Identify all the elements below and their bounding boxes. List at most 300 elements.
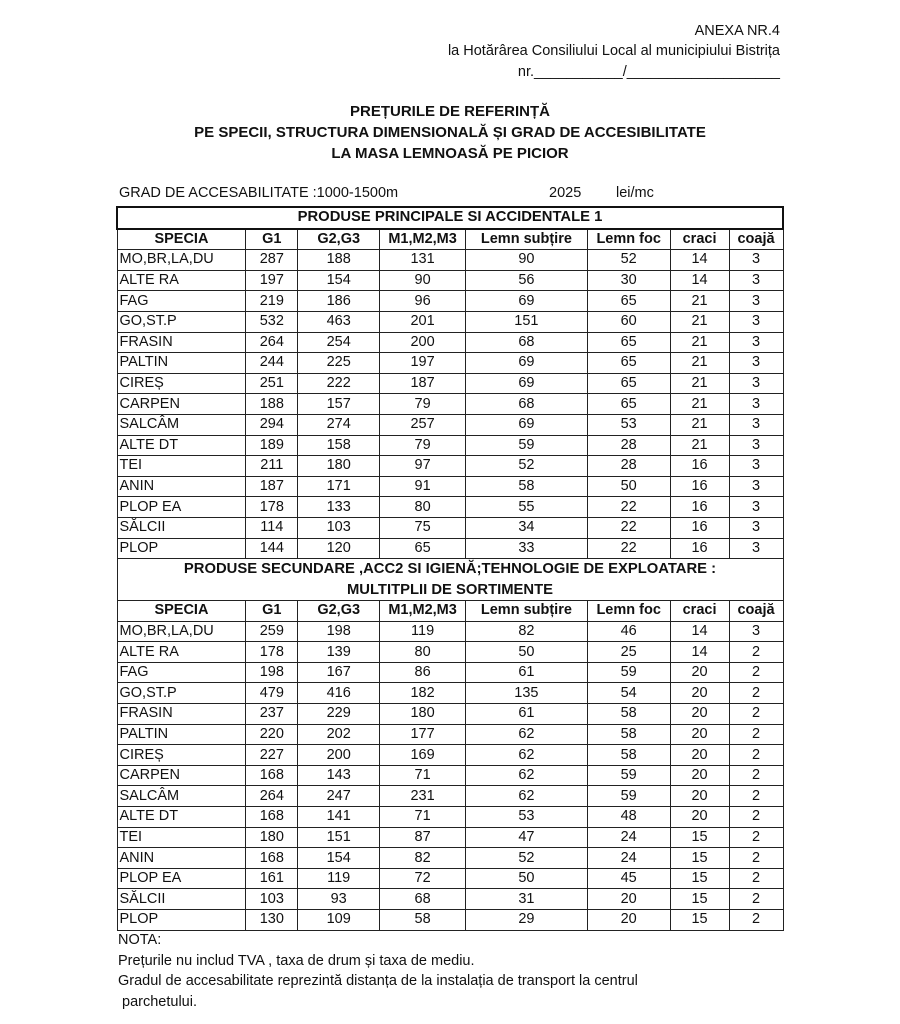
price-cell: 79 <box>380 435 466 456</box>
price-unit: lei/mc <box>616 185 654 201</box>
table-row <box>117 889 783 910</box>
accessibility-grade: GRAD DE ACCESABILITATE :1000-1500m <box>119 185 399 201</box>
price-cell: 24 <box>587 848 670 869</box>
note-vat: Prețurile nu includ TVA , taxa de drum și taxa de mediu. <box>118 952 475 969</box>
price-cell: 21 <box>670 414 729 435</box>
price-cell: 231 <box>380 786 466 807</box>
price-cell: 16 <box>670 538 729 559</box>
price-cell: 274 <box>298 414 380 435</box>
column-header: G2,G3 <box>298 229 380 250</box>
table-row <box>117 642 783 663</box>
price-cell: 82 <box>466 621 588 642</box>
price-cell: 20 <box>670 765 729 786</box>
price-cell: 21 <box>670 435 729 456</box>
price-cell: 187 <box>380 373 466 394</box>
price-cell: 16 <box>670 517 729 538</box>
price-cell: 65 <box>587 394 670 415</box>
price-cell: 53 <box>587 414 670 435</box>
price-cell: 59 <box>587 786 670 807</box>
column-header: SPECIA <box>117 229 246 250</box>
species-cell: SALCÂM <box>117 786 246 807</box>
price-cell: 21 <box>670 373 729 394</box>
table-row <box>117 827 783 848</box>
price-cell: 219 <box>246 291 298 312</box>
price-cell: 3 <box>729 435 783 456</box>
table-row <box>117 538 783 559</box>
price-cell: 15 <box>670 848 729 869</box>
price-cell: 3 <box>729 456 783 477</box>
price-cell: 254 <box>298 332 380 353</box>
price-cell: 198 <box>246 662 298 683</box>
column-header-row <box>117 601 783 622</box>
price-cell: 25 <box>587 642 670 663</box>
price-cell: 247 <box>298 786 380 807</box>
price-cell: 14 <box>670 621 729 642</box>
price-cell: 197 <box>246 270 298 291</box>
price-cell: 169 <box>380 745 466 766</box>
price-cell: 20 <box>587 910 670 931</box>
section-title-text: PRODUSE SECUNDARE ,ACC2 SI IGIENĂ;TEHNOLOGIE DE EXPLOATARE : <box>183 561 717 578</box>
price-cell: 21 <box>670 332 729 353</box>
price-cell: 48 <box>587 807 670 828</box>
species-cell: MO,BR,LA,DU <box>117 250 246 271</box>
price-cell: 287 <box>246 250 298 271</box>
species-cell: SALCÂM <box>117 414 246 435</box>
table-row <box>117 848 783 869</box>
species-cell: PLOP EA <box>117 868 246 889</box>
price-cell: 3 <box>729 353 783 374</box>
price-cell: 182 <box>380 683 466 704</box>
price-cell: 90 <box>380 270 466 291</box>
year: 2025 <box>549 185 582 201</box>
table-row <box>117 662 783 683</box>
species-cell: SĂLCII <box>117 889 246 910</box>
price-cell: 53 <box>466 807 588 828</box>
species-cell: FRASIN <box>117 332 246 353</box>
price-cell: 103 <box>246 889 298 910</box>
price-cell: 82 <box>380 848 466 869</box>
species-cell: SĂLCII <box>117 517 246 538</box>
price-cell: 86 <box>380 662 466 683</box>
table-row <box>117 270 783 291</box>
price-cell: 80 <box>380 497 466 518</box>
price-cell: 54 <box>587 683 670 704</box>
price-cell: 3 <box>729 311 783 332</box>
column-header: G1 <box>246 229 298 250</box>
note-accessibility: Gradul de accesabilitate reprezintă distanța de la instalația de transport la centrul <box>118 973 638 989</box>
price-cell: 257 <box>380 414 466 435</box>
price-cell: 154 <box>298 848 380 869</box>
price-cell: 71 <box>380 765 466 786</box>
price-cell: 139 <box>298 642 380 663</box>
price-cell: 22 <box>587 497 670 518</box>
column-header-row <box>117 229 783 250</box>
price-cell: 21 <box>670 353 729 374</box>
price-cell: 68 <box>466 394 588 415</box>
column-header: craci <box>670 229 729 250</box>
price-cell: 154 <box>298 270 380 291</box>
price-cell: 79 <box>380 394 466 415</box>
price-cell: 15 <box>670 827 729 848</box>
table-row <box>117 621 783 642</box>
species-cell: PALTIN <box>117 724 246 745</box>
price-cell: 59 <box>587 662 670 683</box>
species-cell: ANIN <box>117 848 246 869</box>
price-cell: 479 <box>246 683 298 704</box>
species-cell: CIREȘ <box>117 745 246 766</box>
column-header: Lemn foc <box>587 229 670 250</box>
price-cell: 109 <box>298 910 380 931</box>
price-cell: 133 <box>298 497 380 518</box>
price-cell: 61 <box>466 662 588 683</box>
price-cell: 2 <box>729 848 783 869</box>
price-cell: 2 <box>729 868 783 889</box>
price-cell: 58 <box>587 704 670 725</box>
price-cell: 178 <box>246 642 298 663</box>
price-cell: 71 <box>380 807 466 828</box>
species-cell: FAG <box>117 291 246 312</box>
price-cell: 3 <box>729 250 783 271</box>
price-cell: 59 <box>466 435 588 456</box>
price-cell: 20 <box>670 807 729 828</box>
section-title-text: PRODUSE PRINCIPALE SI ACCIDENTALE 1 <box>297 209 603 226</box>
price-cell: 31 <box>466 889 588 910</box>
annex-number: ANEXA NR.4 <box>694 23 780 39</box>
table-row <box>117 414 783 435</box>
species-cell: ALTE RA <box>117 270 246 291</box>
species-cell: CIREȘ <box>117 373 246 394</box>
price-cell: 52 <box>587 250 670 271</box>
table-row <box>117 910 783 931</box>
document-title <box>0 101 900 164</box>
price-cell: 2 <box>729 827 783 848</box>
price-cell: 20 <box>670 683 729 704</box>
price-cell: 200 <box>380 332 466 353</box>
note-accessibility-cont: parchetului. <box>118 993 197 1010</box>
table-row <box>117 291 783 312</box>
price-cell: 189 <box>246 435 298 456</box>
price-cell: 14 <box>670 270 729 291</box>
price-cell: 227 <box>246 745 298 766</box>
price-cell: 3 <box>729 291 783 312</box>
price-cell: 532 <box>246 311 298 332</box>
table-row <box>117 435 783 456</box>
price-cell: 68 <box>380 889 466 910</box>
price-cell: 62 <box>466 765 588 786</box>
price-cell: 15 <box>670 889 729 910</box>
column-header: coajă <box>729 229 783 250</box>
price-cell: 69 <box>466 414 588 435</box>
price-cell: 178 <box>246 497 298 518</box>
price-cell: 198 <box>298 621 380 642</box>
species-cell: PALTIN <box>117 353 246 374</box>
price-cell: 201 <box>380 311 466 332</box>
price-cell: 65 <box>587 373 670 394</box>
column-header: G1 <box>246 601 298 622</box>
table-row <box>117 868 783 889</box>
price-cell: 103 <box>298 517 380 538</box>
price-cell: 91 <box>380 476 466 497</box>
price-cell: 225 <box>298 353 380 374</box>
species-cell: FAG <box>117 662 246 683</box>
price-cell: 180 <box>246 827 298 848</box>
price-cell: 143 <box>298 765 380 786</box>
price-cell: 264 <box>246 786 298 807</box>
species-cell: TEI <box>117 456 246 477</box>
price-cell: 161 <box>246 868 298 889</box>
price-cell: 157 <box>298 394 380 415</box>
price-table <box>116 206 784 931</box>
price-cell: 69 <box>466 353 588 374</box>
price-cell: 3 <box>729 394 783 415</box>
price-cell: 168 <box>246 807 298 828</box>
price-cell: 28 <box>587 435 670 456</box>
price-cell: 20 <box>670 786 729 807</box>
species-cell: GO,ST.P <box>117 311 246 332</box>
table-row <box>117 476 783 497</box>
species-cell: CARPEN <box>117 394 246 415</box>
price-cell: 144 <box>246 538 298 559</box>
price-cell: 119 <box>380 621 466 642</box>
price-cell: 237 <box>246 704 298 725</box>
price-cell: 135 <box>466 683 588 704</box>
section-title-row <box>117 559 783 601</box>
price-cell: 50 <box>466 868 588 889</box>
decision-number-line: nr.___________/___________________ <box>517 64 780 80</box>
price-cell: 130 <box>246 910 298 931</box>
price-cell: 62 <box>466 786 588 807</box>
price-cell: 22 <box>587 538 670 559</box>
price-cell: 259 <box>246 621 298 642</box>
column-header: M1,M2,M3 <box>380 229 466 250</box>
price-cell: 463 <box>298 311 380 332</box>
price-cell: 21 <box>670 311 729 332</box>
price-cell: 14 <box>670 642 729 663</box>
price-cell: 2 <box>729 786 783 807</box>
price-cell: 58 <box>587 724 670 745</box>
table-row <box>117 311 783 332</box>
price-cell: 416 <box>298 683 380 704</box>
price-cell: 20 <box>587 889 670 910</box>
species-cell: PLOP EA <box>117 497 246 518</box>
price-cell: 3 <box>729 497 783 518</box>
price-cell: 56 <box>466 270 588 291</box>
price-cell: 264 <box>246 332 298 353</box>
notes <box>118 930 638 1012</box>
price-cell: 120 <box>298 538 380 559</box>
price-cell: 68 <box>466 332 588 353</box>
price-cell: 34 <box>466 517 588 538</box>
price-cell: 20 <box>670 704 729 725</box>
species-cell: TEI <box>117 827 246 848</box>
price-cell: 294 <box>246 414 298 435</box>
price-cell: 87 <box>380 827 466 848</box>
price-cell: 52 <box>466 456 588 477</box>
price-cell: 251 <box>246 373 298 394</box>
price-cell: 158 <box>298 435 380 456</box>
price-cell: 28 <box>587 456 670 477</box>
section-title <box>117 559 783 601</box>
table-row <box>117 456 783 477</box>
price-cell: 52 <box>466 848 588 869</box>
price-cell: 65 <box>587 291 670 312</box>
price-cell: 58 <box>587 745 670 766</box>
table-row <box>117 373 783 394</box>
table-row <box>117 724 783 745</box>
column-header: M1,M2,M3 <box>380 601 466 622</box>
price-cell: 61 <box>466 704 588 725</box>
price-cell: 114 <box>246 517 298 538</box>
table-row <box>117 745 783 766</box>
table-row <box>117 704 783 725</box>
price-cell: 93 <box>298 889 380 910</box>
price-cell: 15 <box>670 910 729 931</box>
column-header: craci <box>670 601 729 622</box>
price-cell: 21 <box>670 291 729 312</box>
column-header: coajă <box>729 601 783 622</box>
price-cell: 2 <box>729 889 783 910</box>
price-cell: 55 <box>466 497 588 518</box>
price-cell: 72 <box>380 868 466 889</box>
price-cell: 46 <box>587 621 670 642</box>
price-cell: 2 <box>729 765 783 786</box>
price-cell: 96 <box>380 291 466 312</box>
price-cell: 58 <box>466 476 588 497</box>
price-cell: 3 <box>729 476 783 497</box>
price-cell: 202 <box>298 724 380 745</box>
table-row <box>117 517 783 538</box>
price-cell: 3 <box>729 270 783 291</box>
species-cell: MO,BR,LA,DU <box>117 621 246 642</box>
title-line-1: PREȚURILE DE REFERINȚĂ <box>349 103 550 120</box>
column-header: Lemn foc <box>587 601 670 622</box>
price-cell: 141 <box>298 807 380 828</box>
table-row <box>117 765 783 786</box>
species-cell: ALTE DT <box>117 435 246 456</box>
table-row <box>117 683 783 704</box>
price-cell: 45 <box>587 868 670 889</box>
table-row <box>117 250 783 271</box>
price-cell: 97 <box>380 456 466 477</box>
price-cell: 15 <box>670 868 729 889</box>
price-cell: 33 <box>466 538 588 559</box>
table-row <box>117 353 783 374</box>
price-cell: 3 <box>729 332 783 353</box>
table-row <box>117 332 783 353</box>
table-row <box>117 394 783 415</box>
price-cell: 80 <box>380 642 466 663</box>
table-row <box>117 807 783 828</box>
price-cell: 151 <box>298 827 380 848</box>
section-title <box>117 207 783 229</box>
price-cell: 222 <box>298 373 380 394</box>
price-cell: 62 <box>466 724 588 745</box>
species-cell: FRASIN <box>117 704 246 725</box>
price-cell: 69 <box>466 291 588 312</box>
price-cell: 20 <box>670 662 729 683</box>
price-cell: 2 <box>729 704 783 725</box>
price-cell: 2 <box>729 683 783 704</box>
price-cell: 59 <box>587 765 670 786</box>
price-cell: 16 <box>670 456 729 477</box>
price-cell: 3 <box>729 373 783 394</box>
title-line-3: LA MASA LEMNOASĂ PE PICIOR <box>331 145 569 162</box>
species-cell: GO,ST.P <box>117 683 246 704</box>
price-cell: 14 <box>670 250 729 271</box>
price-cell: 2 <box>729 910 783 931</box>
price-cell: 2 <box>729 807 783 828</box>
price-cell: 171 <box>298 476 380 497</box>
title-line-2: PE SPECII, STRUCTURA DIMENSIONALĂ ȘI GRAD DE ACCESIBILITATE <box>194 124 706 141</box>
species-cell: ANIN <box>117 476 246 497</box>
price-cell: 119 <box>298 868 380 889</box>
price-cell: 50 <box>466 642 588 663</box>
price-cell: 180 <box>380 704 466 725</box>
price-cell: 188 <box>246 394 298 415</box>
price-cell: 2 <box>729 724 783 745</box>
price-cell: 180 <box>298 456 380 477</box>
price-cell: 58 <box>380 910 466 931</box>
price-cell: 22 <box>587 517 670 538</box>
price-cell: 244 <box>246 353 298 374</box>
column-header: Lemn subțire <box>466 229 588 250</box>
species-cell: PLOP <box>117 538 246 559</box>
price-cell: 200 <box>298 745 380 766</box>
price-cell: 30 <box>587 270 670 291</box>
species-cell: ALTE RA <box>117 642 246 663</box>
price-cell: 65 <box>587 353 670 374</box>
table-row <box>117 497 783 518</box>
price-cell: 16 <box>670 497 729 518</box>
price-cell: 220 <box>246 724 298 745</box>
price-cell: 16 <box>670 476 729 497</box>
price-cell: 211 <box>246 456 298 477</box>
price-cell: 168 <box>246 765 298 786</box>
species-cell: CARPEN <box>117 765 246 786</box>
price-cell: 3 <box>729 621 783 642</box>
price-cell: 188 <box>298 250 380 271</box>
price-cell: 50 <box>587 476 670 497</box>
price-cell: 90 <box>466 250 588 271</box>
price-cell: 168 <box>246 848 298 869</box>
price-cell: 3 <box>729 517 783 538</box>
price-cell: 187 <box>246 476 298 497</box>
price-cell: 186 <box>298 291 380 312</box>
price-cell: 20 <box>670 724 729 745</box>
price-cell: 2 <box>729 662 783 683</box>
price-cell: 2 <box>729 642 783 663</box>
price-cell: 21 <box>670 394 729 415</box>
price-cell: 167 <box>298 662 380 683</box>
price-cell: 62 <box>466 745 588 766</box>
section-title-text-2: MULTITPLII DE SORTIMENTE <box>346 581 554 598</box>
column-header: Lemn subțire <box>466 601 588 622</box>
section-title-row <box>117 207 783 229</box>
notes-label: NOTA: <box>118 932 162 948</box>
price-cell: 60 <box>587 311 670 332</box>
column-header: G2,G3 <box>298 601 380 622</box>
price-cell: 229 <box>298 704 380 725</box>
species-cell: PLOP <box>117 910 246 931</box>
table-row <box>117 786 783 807</box>
price-cell: 75 <box>380 517 466 538</box>
price-cell: 197 <box>380 353 466 374</box>
price-cell: 177 <box>380 724 466 745</box>
price-cell: 47 <box>466 827 588 848</box>
price-cell: 29 <box>466 910 588 931</box>
price-cell: 2 <box>729 745 783 766</box>
species-cell: ALTE DT <box>117 807 246 828</box>
